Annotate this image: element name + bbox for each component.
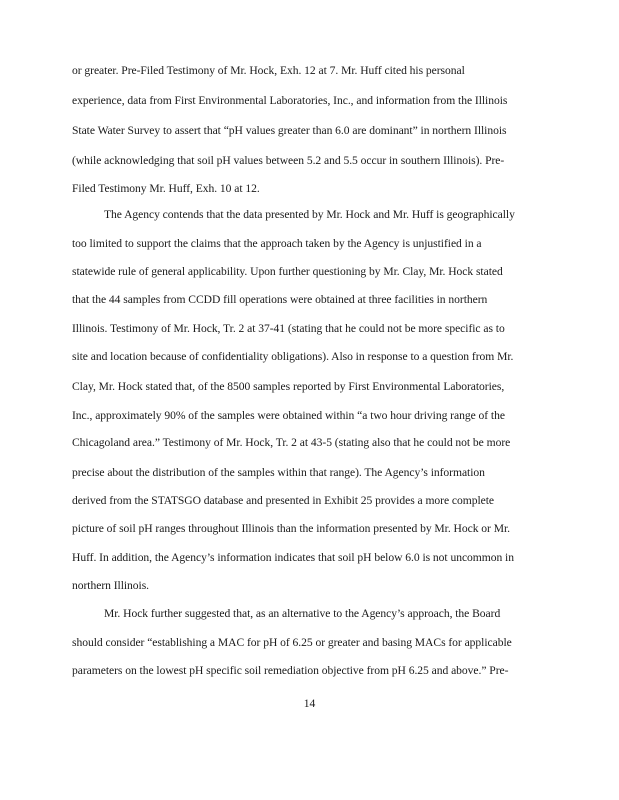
text-line: Inc., approximately 90% of the samples were obtained within “a two hour driving range of the [72,409,505,422]
text-line: site and location because of confidentiality obligations). Also in response to a question from Mr. [72,350,514,363]
text-line: too limited to support the claims that the approach taken by the Agency is unjustified in a [72,237,482,250]
text-line: statewide rule of general applicability. Upon further questioning by Mr. Clay, Mr. Hock stated [72,265,503,278]
text-line: Illinois. Testimony of Mr. Hock, Tr. 2 at 37-41 (stating that he could not be more specific as to [72,322,505,335]
text-line: State Water Survey to assert that “pH values greater than 6.0 are dominant” in northern Illinois [72,124,507,137]
text-line: The Agency contends that the data presented by Mr. Hock and Mr. Huff is geographically [104,208,515,221]
text-line: Filed Testimony Mr. Huff, Exh. 10 at 12. [72,182,260,195]
text-line: Mr. Hock further suggested that, as an alternative to the Agency’s approach, the Board [104,607,501,620]
text-line: parameters on the lowest pH specific soil remediation objective from pH 6.25 and above.” Pre- [72,664,509,677]
text-line: or greater. Pre-Filed Testimony of Mr. Hock, Exh. 12 at 7. Mr. Huff cited his personal [72,64,465,77]
text-line: Huff. In addition, the Agency’s information indicates that soil pH below 6.0 is not uncommon in [72,551,514,564]
text-line: picture of soil pH ranges throughout Illinois than the information presented by Mr. Hock or Mr. [72,522,510,535]
page-number: 14 [303,697,316,710]
text-line: experience, data from First Environmental Laboratories, Inc., and information from the Illinois [72,94,508,107]
text-line: northern Illinois. [72,579,150,592]
text-line: that the 44 samples from CCDD fill operations were obtained at three facilities in northern [72,293,488,306]
text-line: (while acknowledging that soil pH values between 5.2 and 5.5 occur in southern Illinois). Pre- [72,154,505,167]
text-line: derived from the STATSGO database and presented in Exhibit 25 provides a more complete [72,494,495,507]
text-line: precise about the distribution of the samples within that range). The Agency’s information [72,466,485,479]
text-line: Chicagoland area.” Testimony of Mr. Hock, Tr. 2 at 43-5 (stating also that he could not be more [72,436,511,449]
text-line: should consider “establishing a MAC for pH of 6.25 or greater and basing MACs for applicable [72,636,512,649]
text-line: Clay, Mr. Hock stated that, of the 8500 samples reported by First Environmental Laboratories, [72,380,505,393]
